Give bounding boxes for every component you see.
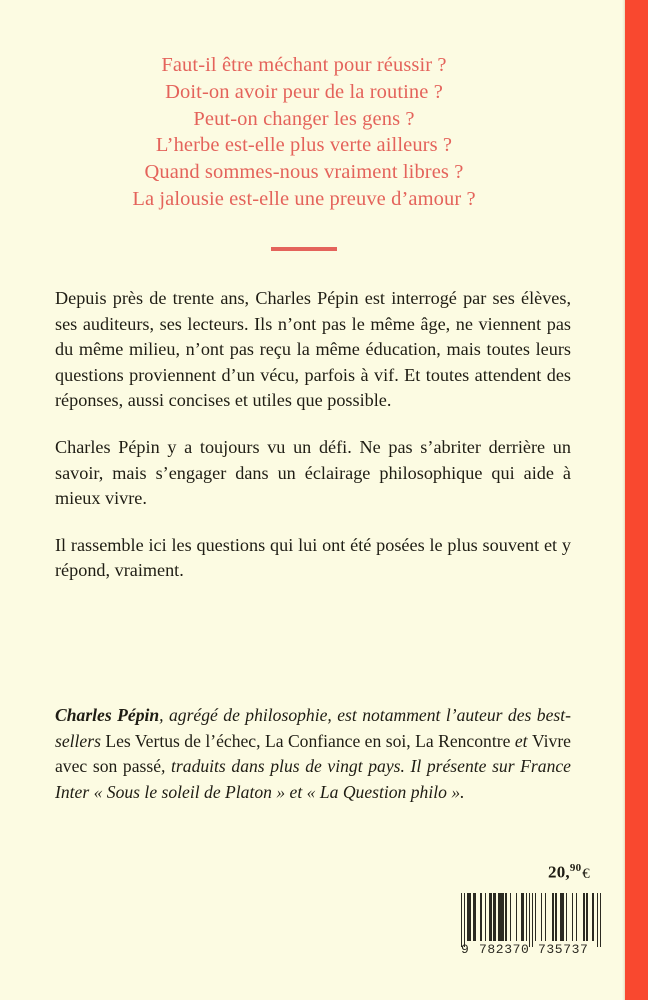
question-line: L’herbe est-elle plus verte ailleurs ? xyxy=(155,134,453,157)
author-biography xyxy=(55,703,571,805)
barcode-bars xyxy=(461,893,601,941)
blurb-paragraph: Il rassemble ici les questions qui lui ont été posées le plus souvent et y répond, vraiment. xyxy=(55,534,571,581)
bio-segment: , agrégé de philosophie, est notamment l’auteur des best-sellers xyxy=(55,705,572,751)
question-line: Faut-il être méchant pour réussir ? xyxy=(161,54,447,76)
blurb-paragraph: Depuis près de trente ans, Charles Pépin est interrogé par ses élèves, ses auditeurs, ses lecteurs. Ils n’ont pas le même âge, ne viennent pas du même milieu, n’ont pas reçu la même éducation, mais toutes leurs questions proviennent d’un vécu, parfois à vif. Et toutes attendent des réponses, aussi concises et utiles que possible. xyxy=(55,288,571,411)
work-title: Les Vertus de l’échec, La Confiance en soi, La Rencontre xyxy=(105,730,511,751)
bio-segment: , traduits dans plus de vingt pays. Il présente sur France Inter « Sous le soleil de Platon » et « La Question philo ». xyxy=(55,756,571,802)
barcode-digits xyxy=(461,942,601,958)
barcode-digit-group-right: 735737 xyxy=(538,942,589,957)
questions-list xyxy=(0,52,608,213)
barcode xyxy=(461,893,601,959)
spine-band xyxy=(625,0,648,1000)
price-label xyxy=(0,862,590,883)
divider-rule-container xyxy=(0,238,608,256)
price-amount: 20, xyxy=(548,862,570,882)
question-line: La jalousie est-elle une preuve d’amour ? xyxy=(132,187,476,210)
blurb-text xyxy=(55,286,571,584)
blurb-paragraph: Charles Pépin y a toujours vu un défi. Ne pas s’abriter derrière un savoir, mais s’engager dans un éclairage philosophique qui aide à mieux vivre. xyxy=(55,436,571,509)
currency-symbol: € xyxy=(582,865,590,882)
question-line: Quand sommes-nous vraiment libres ? xyxy=(144,161,464,184)
price-cents: 90 xyxy=(569,862,582,874)
author-name: Charles Pépin xyxy=(55,705,160,725)
question-line: Doit-on avoir peur de la routine ? xyxy=(165,80,443,103)
work-title: Vivre avec son passé xyxy=(55,730,571,777)
question-line: Peut-on changer les gens ? xyxy=(193,107,415,130)
bio-segment: et xyxy=(510,730,532,751)
barcode-digit-lead: 9 xyxy=(461,942,470,957)
divider-rule xyxy=(271,247,337,251)
barcode-digit-group-left: 782370 xyxy=(479,942,530,957)
